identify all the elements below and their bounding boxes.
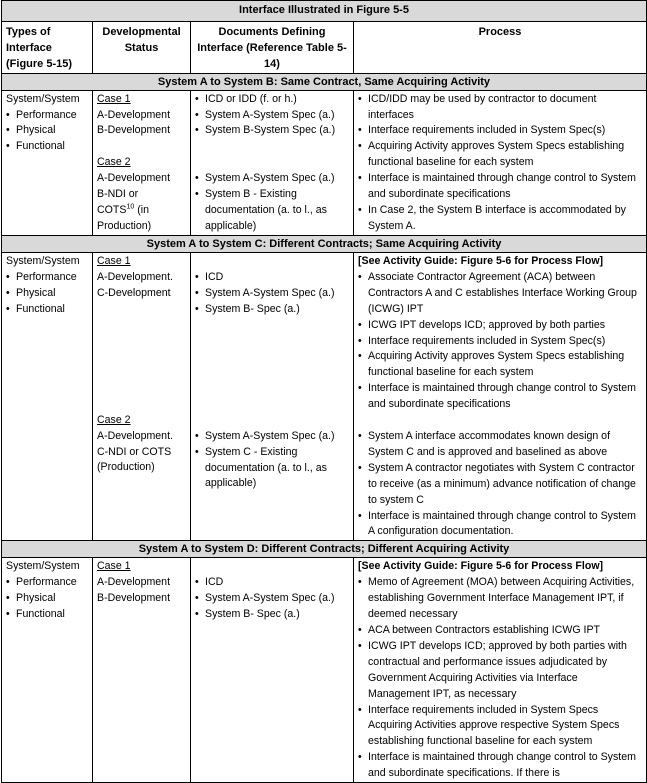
process-cell	[354, 252, 647, 540]
list-item: • Interface is maintained through change control to System and subordinate specifications. If there is	[358, 750, 642, 782]
types-head: System/System	[6, 92, 80, 105]
dev-line: A-Development.	[97, 270, 173, 283]
list-item: • Physical	[6, 123, 88, 139]
list-item: • Functional	[6, 302, 88, 318]
table-row	[2, 558, 647, 783]
activity-guide-ref: [See Activity Guide: Figure 5-6 for Process Flow]	[358, 254, 604, 267]
case-label: Case 2	[97, 413, 131, 426]
case-label: Case 1	[97, 560, 131, 573]
interface-table	[1, 0, 647, 783]
list-item: • System A interface accommodates known design of System C and is approved and baselined as above	[358, 429, 642, 461]
list-item: • Performance	[6, 270, 88, 286]
list-item: • ACA between Contractors establishing ICWG IPT	[358, 623, 642, 639]
docs-cell	[191, 90, 354, 235]
list-item: • System A contractor negotiates with System C contractor to receive (as a minimum) advance notification of change to system C	[358, 461, 642, 509]
table-row	[2, 90, 647, 235]
list-item: • Associate Contractor Agreement (ACA) between Contractors A and C establishes Interface Working Group (ICWG) IPT	[358, 270, 642, 318]
case-label: Case 2	[97, 156, 131, 169]
types-cell	[2, 90, 93, 235]
types-head: System/System	[6, 254, 80, 267]
list-item: • Physical	[6, 591, 88, 607]
dev-cell	[93, 558, 191, 783]
list-item: • System B- Spec (a.)	[195, 302, 349, 318]
case-label: Case 1	[97, 92, 131, 105]
dev-line: B-NDI or	[97, 188, 139, 201]
dev-line: C-NDI or COTS	[97, 445, 172, 458]
dev-cell	[93, 252, 191, 540]
list-item: • Performance	[6, 575, 88, 591]
types-cell	[2, 252, 93, 540]
list-item: • System C - Existing documentation (a. to l., as applicable)	[195, 445, 349, 493]
list-item: • Performance	[6, 108, 88, 124]
dev-line: (in Production)	[97, 204, 152, 232]
list-item: • ICWG IPT develops ICD; approved by both parties with contractual and performance issues adjudicated by Government Acquiring Activities via Interface Management IPT, as necessary	[358, 639, 642, 703]
types-head: System/System	[6, 560, 80, 573]
list-item: • Functional	[6, 139, 88, 155]
list-item: • System B- Spec (a.)	[195, 607, 349, 623]
section-header-ad: System A to System D: Different Contracts; Different Acquiring Activity	[2, 541, 647, 558]
list-item: • ICWG IPT develops ICD; approved by both parties	[358, 318, 642, 334]
col-header-process: Process	[354, 21, 647, 73]
list-item: • Functional	[6, 607, 88, 623]
types-cell	[2, 558, 93, 783]
list-item: • System A-System Spec (a.)	[195, 286, 349, 302]
dev-line: A-Development	[97, 172, 171, 185]
dev-line: C-Development	[97, 286, 171, 299]
dev-line: B-Development	[97, 592, 171, 605]
list-item: • System A-System Spec (a.)	[195, 429, 349, 445]
list-item: • System A-System Spec (a.)	[195, 108, 349, 124]
process-cell	[354, 90, 647, 235]
col-header-dev: Developmental Status	[93, 21, 191, 73]
section-header-ac: System A to System C: Different Contracts; Same Acquiring Activity	[2, 235, 647, 252]
dev-line: A-Development	[97, 108, 171, 121]
list-item: • Interface requirements included in System Specs Acquiring Activities approve respective System Specs establishing functional baseline for each system	[358, 703, 642, 751]
list-item: • In Case 2, the System B interface is accommodated by System A.	[358, 203, 642, 235]
list-item: • ICD or IDD (f. or h.)	[195, 92, 349, 108]
col-header-types: Types of Interface (Figure 5-15)	[2, 21, 93, 73]
activity-guide-ref: [See Activity Guide: Figure 5-6 for Process Flow]	[358, 560, 604, 573]
list-item: • Memo of Agreement (MOA) between Acquiring Activities, establishing Government Interface Management IPT, if deemed necessary	[358, 575, 642, 623]
list-item: • ICD	[195, 270, 349, 286]
col-header-docs: Documents Defining Interface (Reference Table 5-14)	[191, 21, 354, 73]
case-label: Case 1	[97, 254, 131, 267]
list-item: • Interface is maintained through change control to System A configuration documentation.	[358, 509, 642, 541]
docs-cell	[191, 252, 354, 540]
dev-line: (Production)	[97, 461, 155, 474]
list-item: • ICD	[195, 575, 349, 591]
list-item: • Acquiring Activity approves System Specs establishing functional baseline for each system	[358, 349, 642, 381]
list-item: • Interface is maintained through change control to System and subordinate specifications	[358, 171, 642, 203]
list-item: • System A-System Spec (a.)	[195, 171, 349, 187]
list-item: • Interface is maintained through change control to System and subordinate specifications	[358, 381, 642, 413]
dev-line: COTS	[97, 204, 127, 217]
list-item: • Physical	[6, 286, 88, 302]
list-item: • ICD/IDD may be used by contractor to document interfaces	[358, 92, 642, 124]
process-cell	[354, 558, 647, 783]
list-item: • System B-System Spec (a.)	[195, 123, 349, 139]
table-title: Interface Illustrated in Figure 5-5	[2, 1, 647, 22]
footnote-ref: 10	[126, 203, 135, 211]
section-header-ab: System A to System B: Same Contract, Same Acquiring Activity	[2, 73, 647, 90]
dev-cell	[93, 90, 191, 235]
docs-cell	[191, 558, 354, 783]
list-item: • Acquiring Activity approves System Specs establishing functional baseline for each system	[358, 139, 642, 171]
list-item: • System B - Existing documentation (a. to l., as applicable)	[195, 187, 349, 235]
dev-line: B-Development	[97, 124, 171, 137]
dev-line: A-Development	[97, 576, 171, 589]
list-item: • System A-System Spec (a.)	[195, 591, 349, 607]
list-item: • Interface requirements included in System Spec(s)	[358, 334, 642, 350]
list-item: • Interface requirements included in System Spec(s)	[358, 123, 642, 139]
dev-line: A-Development.	[97, 429, 173, 442]
table-row	[2, 252, 647, 540]
